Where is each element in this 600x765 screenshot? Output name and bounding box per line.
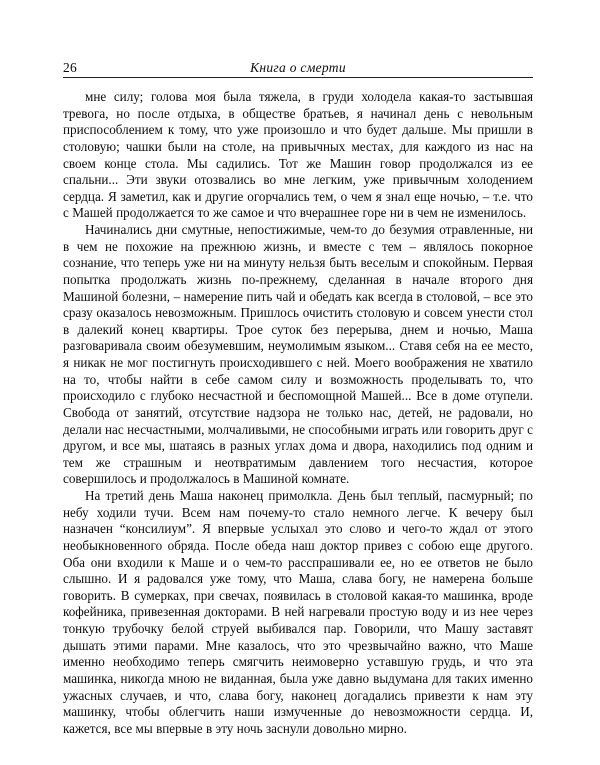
header-divider [63,77,533,78]
page-number: 26 [63,59,77,75]
running-head [63,44,533,78]
body-text [63,89,533,737]
running-title: Книга о смерти [250,59,346,75]
page-content-column [63,0,533,737]
paragraph: На третий день Маша наконец примолкла. День был теплый, пасмурный; по небу ходили тучи. Всем нам почему-то стало немного легче. К вечеру был назначен “консилиум”. Я впервые услыхал это слово и чего-то ждал от этого необыкновенного обряда. После обеда наш доктор привез с собою еще другого. Оба они входили к Маше и о чем-то расспрашивали ее, но ее ответов не было слышно. И я радовался уже тому, что Маша, слава богу, не намерена больше говорить. В сумерках, при свечах, появилась в столовой какая-то машинка, вроде кофейника, привезенная докторами. В ней нагревали простую воду и из нее через тонкую трубочку белой струей выбивался пар. Говорили, что Машу заставят дышать этими парами. Мне казалось, что это чрезвычайно важно, что Маше именно необходимо теперь смягчить неимоверно уставшую грудь, и что эта машинка, никогда мною не виданная, была уже давно выдумана для таких именно ужасных случаев, и что, слава богу, наконец догадались привезти к нам эту машинку, чтобы облегчить наши измученные до невозможности сердца. И, кажется, все мы впервые в эту ночь заснули довольно мирно. [63,488,533,736]
paragraph: мне силу; голова моя была тяжела, в груди холодела какая-то застывшая тревога, но после отдыха, в обществе братьев, я начинал день с невольным приспособлением к тому, что уже произошло и что будет дальше. Мы пришли в столовую; чашки были на столе, на привычных местах, для каждого из нас на своем конце стола. Мы садились. Тот же Машин говор продолжался из ее спальни... Эти звуки отозвались во мне легким, уже привычным холодением сердца. Я заметил, как и другие огорчались тем, о чем я знал еще ночью, – т.е. что с Машей продолжается то же самое и что вчерашнее горе ни в чем не изменилось. [63,89,533,221]
paragraph: Начинались дни смутные, непостижимые, чем-то до безумия отравленные, ни в чем не похожие на прежнюю жизнь, и вместе с тем – являлось покорное сознание, что теперь уже ни на минуту нельзя быть веселым и спокойным. Первая попытка продолжать жизнь по-прежнему, сделанная в начале второго дня Машиной болезни, – намерение пить чай и обедать как всегда в столовой, – все это сразу оказалось невозможным. Пришлось очистить столовую и совсем унести стол в далекий конец квартиры. Трое суток без перерыва, днем и ночью, Маша разговаривала своим обезумевшим, неумолимым языком... Ставя себя на ее место, я никак не мог постигнуть происходившего с ней. Моего воображения не хватило на то, чтобы найти в себе самом силу и возможность проделывать то, что происходило с глубоко несчастной и беспомощной Машей... Все в доме отупели. Свобода от занятий, отсутствие надзора не только нас, детей, не радовали, но делали нас несчастными, молчаливыми, не способными играть или говорить друг с другом, и все мы, шатаясь в разных углах дома и двора, находились под одним и тем же страшным и неотвратимым давлением того несчастия, которое совершилось и продолжалось в Машиной комнате. [63,222,533,487]
